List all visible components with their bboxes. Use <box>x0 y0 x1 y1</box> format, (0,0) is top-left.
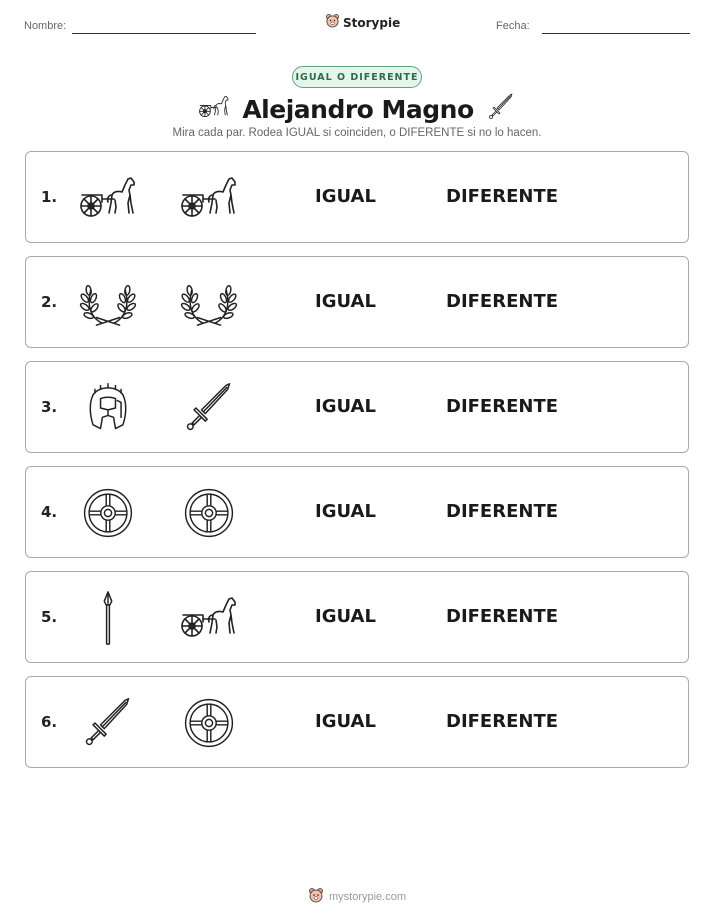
question-number: 3. <box>41 398 58 416</box>
name-field-line[interactable] <box>72 33 256 34</box>
question-row <box>25 256 689 348</box>
question-row <box>25 466 689 558</box>
option-diferente[interactable]: DIFERENTE <box>446 606 559 627</box>
question-row <box>25 361 689 453</box>
option-diferente[interactable]: DIFERENTE <box>446 501 559 522</box>
bear-mascot-icon <box>308 887 324 906</box>
option-igual[interactable]: IGUAL <box>315 501 376 522</box>
bear-mascot-icon <box>325 13 340 32</box>
sword-icon <box>78 695 138 751</box>
shield-icon <box>78 485 138 541</box>
brand-name: Storypie <box>343 15 401 30</box>
footer-site-link[interactable]: mystorypie.com <box>328 890 407 903</box>
option-diferente[interactable]: DIFERENTE <box>446 396 559 417</box>
option-diferente[interactable]: DIFERENTE <box>446 291 559 312</box>
shield-icon <box>179 695 239 751</box>
sword-icon <box>486 92 516 126</box>
option-igual[interactable]: IGUAL <box>315 396 376 417</box>
question-number: 5. <box>41 608 58 626</box>
question-row <box>25 151 689 243</box>
title-row <box>0 92 714 126</box>
storypie-logo <box>325 13 400 32</box>
shield-icon <box>179 485 239 541</box>
footer <box>0 887 714 906</box>
option-igual[interactable]: IGUAL <box>315 186 376 207</box>
question-number: 4. <box>41 503 58 521</box>
option-diferente[interactable]: DIFERENTE <box>446 711 559 732</box>
date-field-line[interactable] <box>542 33 690 34</box>
page-title: Alejandro Magno <box>242 94 474 124</box>
question-row <box>25 676 689 768</box>
question-number: 6. <box>41 713 58 731</box>
option-igual[interactable]: IGUAL <box>315 291 376 312</box>
option-diferente[interactable]: DIFERENTE <box>446 186 559 207</box>
name-label: Nombre: <box>24 20 67 32</box>
activity-badge: IGUAL O DIFERENTE <box>292 66 422 88</box>
question-row <box>25 571 689 663</box>
chariot-icon <box>78 170 138 226</box>
option-igual[interactable]: IGUAL <box>315 711 376 732</box>
spear-icon <box>78 590 138 646</box>
laurel-wreath-icon <box>78 275 138 331</box>
chariot-icon <box>179 590 239 646</box>
laurel-wreath-icon <box>179 275 239 331</box>
helmet-icon <box>78 380 138 436</box>
question-number: 2. <box>41 293 58 311</box>
sword-icon <box>179 380 239 436</box>
instructions: Mira cada par. Rodea IGUAL si coinciden, o DIFERENTE si no lo hacen. <box>172 127 542 139</box>
chariot-icon <box>198 93 230 125</box>
chariot-icon <box>179 170 239 226</box>
option-igual[interactable]: IGUAL <box>315 606 376 627</box>
question-number: 1. <box>41 188 58 206</box>
date-label: Fecha: <box>496 20 530 32</box>
